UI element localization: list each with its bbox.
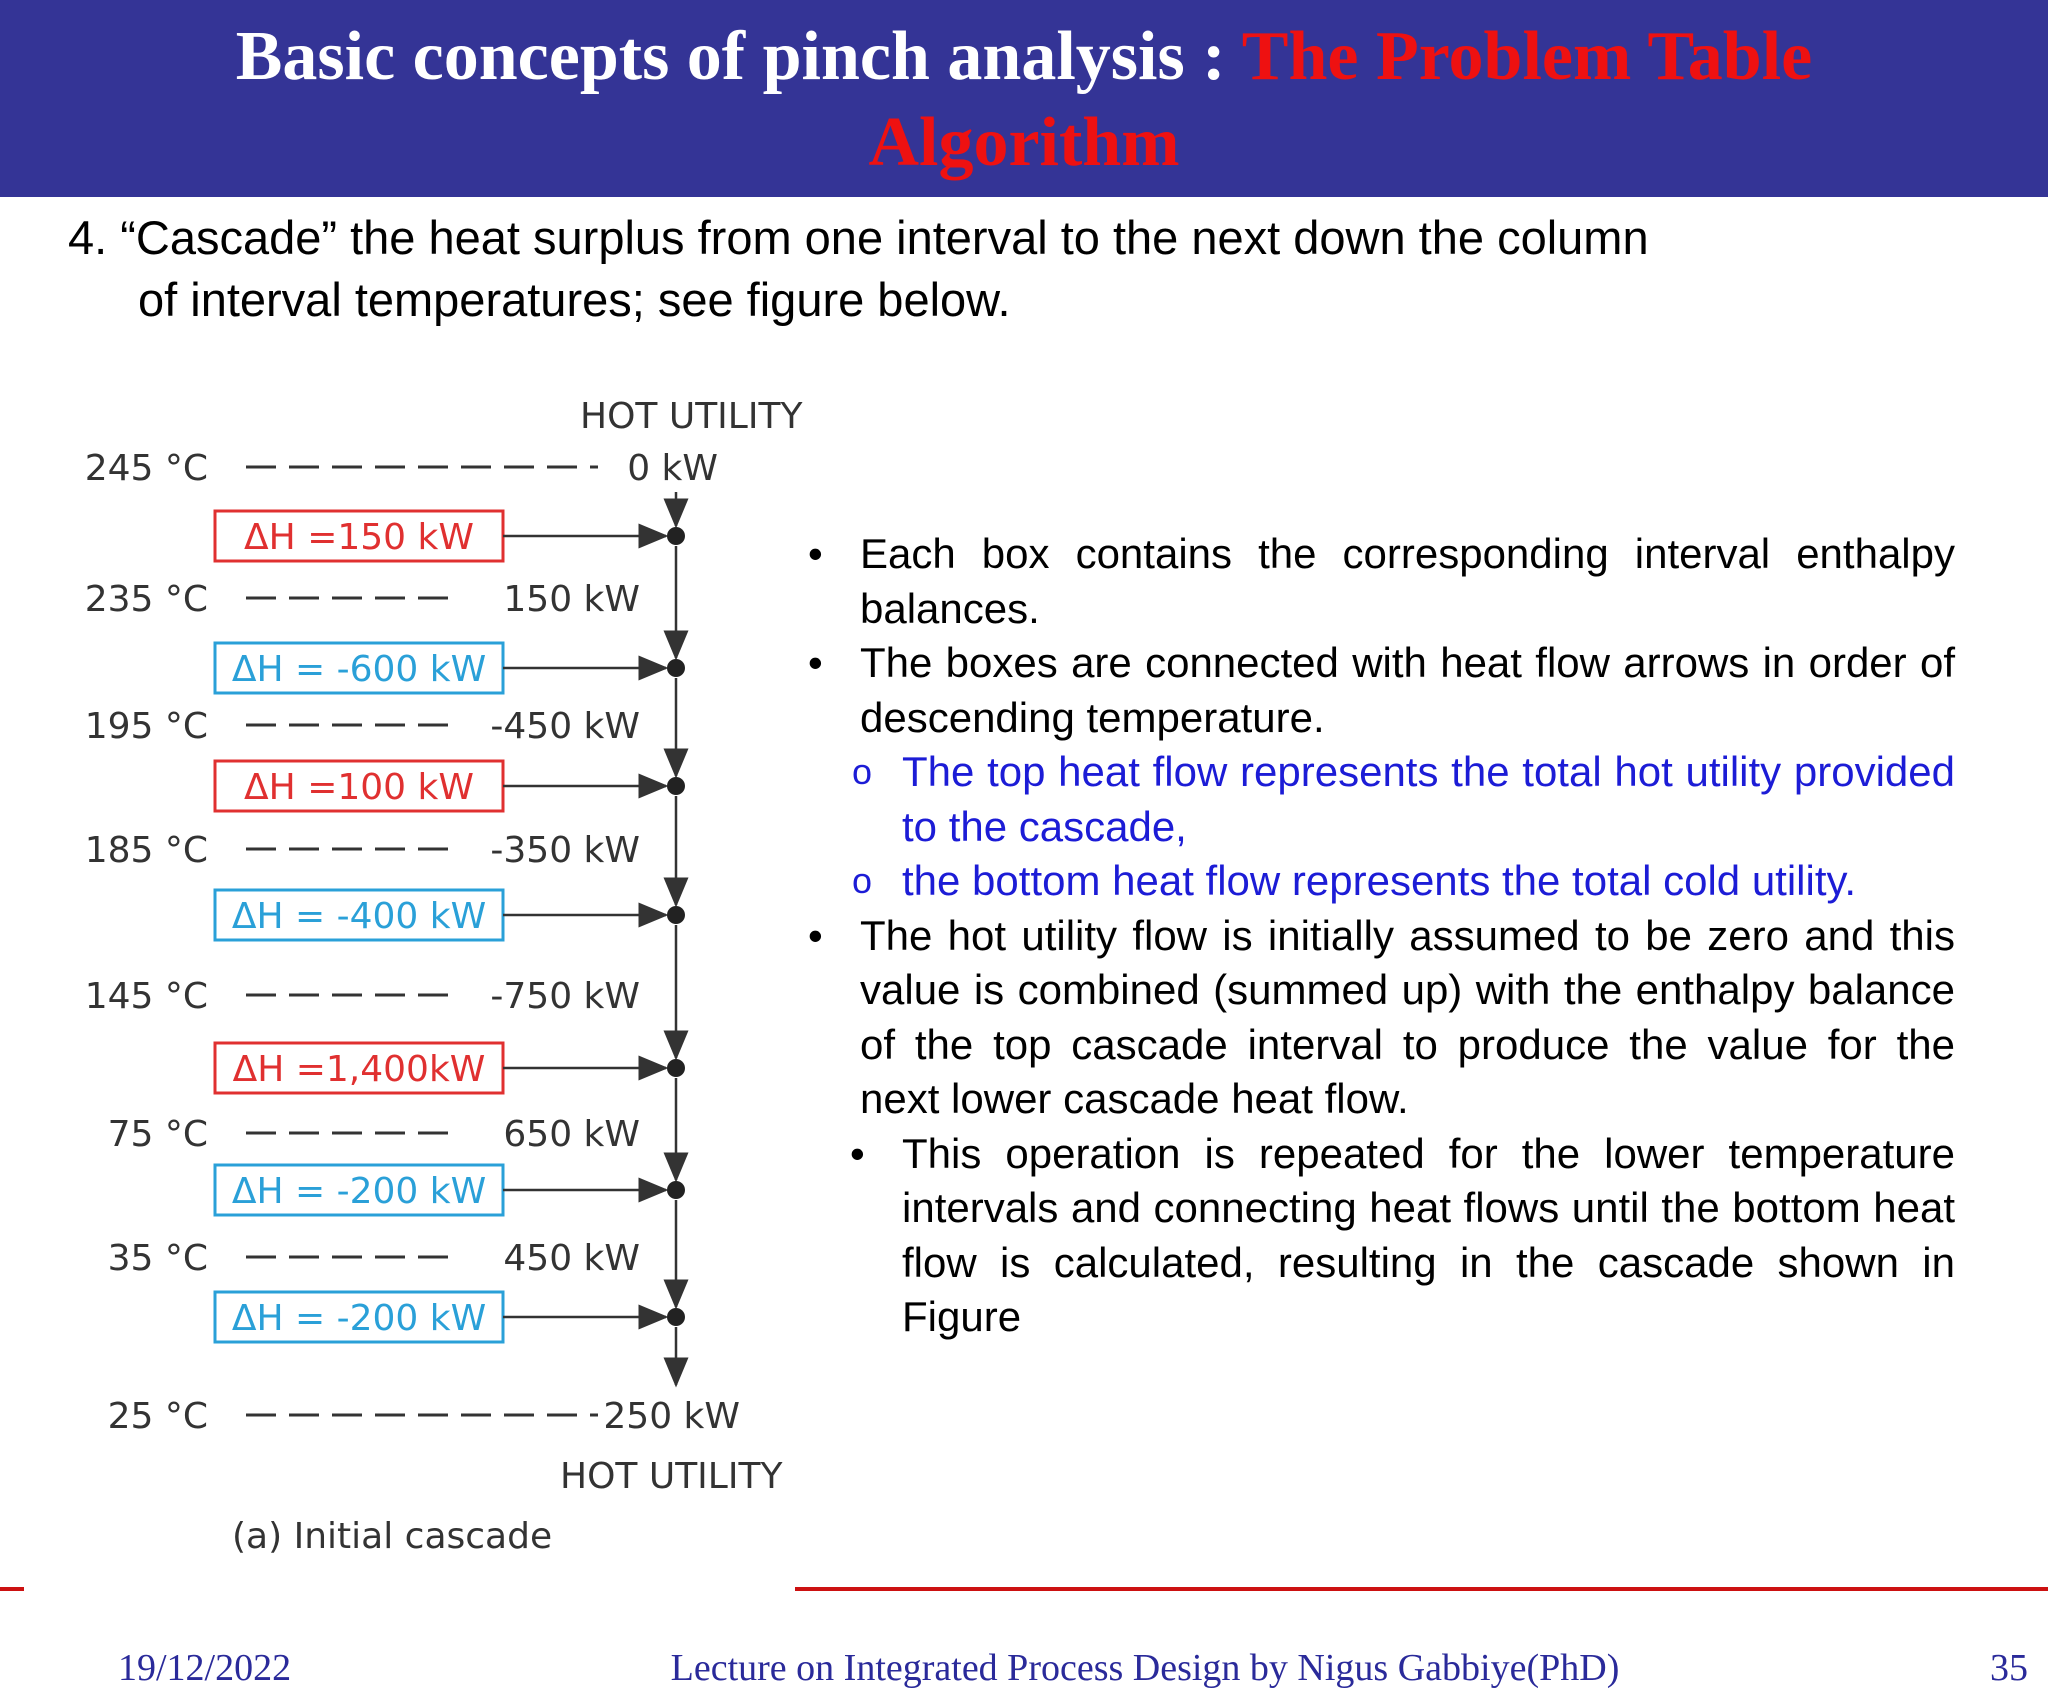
heat-flow-label: 0 kW (627, 448, 718, 489)
enthalpy-box-label: ΔH =1,400kW (232, 1049, 486, 1090)
heat-flow-label: -350 kW (490, 830, 640, 871)
bullet-text: Each box contains the corresponding interval enthalpy balances. (860, 530, 1955, 632)
footer-rule-left (0, 1587, 24, 1591)
page-number: 35 (1990, 1647, 2028, 1689)
enthalpy-box-label: ΔH = -600 kW (231, 649, 487, 690)
title-part-3: Algorithm (868, 104, 1180, 181)
bullet-marker: o (852, 751, 873, 792)
footer (0, 1646, 2048, 1696)
bullet-text: the bottom heat flow represents the total cold utility. (902, 857, 1857, 904)
bullet-item (800, 909, 1955, 1127)
bottom-hot-utility-label: HOT UTILITY (560, 1456, 783, 1497)
bullet-item (800, 854, 1955, 909)
footer-date: 19/12/2022 (118, 1647, 292, 1689)
slide-title (0, 0, 2048, 197)
cascade-node (667, 659, 685, 677)
temperature-label: 235 °C (84, 579, 208, 620)
bullet-text: The top heat flow represents the total hot utility provided to the cascade, (902, 748, 1955, 850)
bullet-list (800, 527, 1955, 1345)
temperature-label: 245 °C (84, 448, 208, 489)
enthalpy-box-label: ΔH = -200 kW (231, 1171, 487, 1212)
heat-flow-label: 250 kW (603, 1396, 740, 1437)
cascade-node (667, 1308, 685, 1326)
bullet-text: This operation is repeated for the lower temperature intervals and connecting heat flows until the bottom heat flow is calculated, resulting in the cascade shown in Figure (902, 1129, 1955, 1340)
temperature-label: 25 °C (107, 1396, 208, 1437)
footer-title: Lecture on Integrated Process Design by Nigus Gabbiye(PhD) (670, 1647, 1620, 1689)
enthalpy-box-label: ΔH =150 kW (244, 517, 474, 558)
bullet-item (800, 1127, 1955, 1345)
cascade-node (667, 1181, 685, 1199)
enthalpy-box-label: ΔH = -200 kW (231, 1298, 487, 1339)
enthalpy-box-label: ΔH = -400 kW (231, 896, 487, 937)
figure-caption: (a) Initial cascade (232, 1516, 553, 1557)
title-part-1: Basic concepts of pinch analysis : (235, 18, 1242, 95)
title-part-2: The Problem Table (1241, 18, 1813, 95)
temperature-label: 35 °C (107, 1238, 208, 1279)
bullet-item (800, 636, 1955, 745)
heat-flow-label: 150 kW (503, 579, 640, 620)
heat-flow-label: 450 kW (503, 1238, 640, 1279)
cascade-node (667, 527, 685, 545)
bullet-marker: • (808, 639, 823, 686)
temperature-label: 145 °C (84, 976, 208, 1017)
enthalpy-box-label: ΔH =100 kW (244, 767, 474, 808)
top-hot-utility-label: HOT UTILITY (580, 396, 803, 437)
footer-rule-right (795, 1587, 2048, 1591)
bullet-marker: • (808, 530, 823, 577)
temperature-label: 75 °C (107, 1114, 208, 1155)
bullet-text: The boxes are connected with heat flow arrows in order of descending temperature. (860, 639, 1955, 741)
heat-flow-label: -750 kW (490, 976, 640, 1017)
bullet-item (800, 745, 1955, 854)
cascade-node (667, 906, 685, 924)
bullet-marker: • (850, 1129, 865, 1177)
intro-line-1: 4. “Cascade” the heat surplus from one interval to the next down the column (68, 211, 1649, 264)
intro-line-2: of interval temperatures; see figure below. (138, 273, 1011, 326)
cascade-node (667, 1059, 685, 1077)
bullet-marker: o (852, 860, 873, 901)
bullet-item (800, 527, 1955, 636)
bullet-text: The hot utility flow is initially assumed to be zero and this value is combined (summed up) with the enthalpy balance of the top cascade interval to produce the value for the next lower cascade heat flow. (860, 911, 1955, 1122)
heat-flow-label: -450 kW (490, 706, 640, 747)
cascade-diagram (0, 380, 820, 1590)
temperature-label: 185 °C (84, 830, 208, 871)
heat-flow-label: 650 kW (503, 1114, 640, 1155)
cascade-figure (0, 380, 820, 1590)
cascade-node (667, 777, 685, 795)
temperature-label: 195 °C (84, 706, 208, 747)
bullet-marker: • (808, 911, 823, 959)
